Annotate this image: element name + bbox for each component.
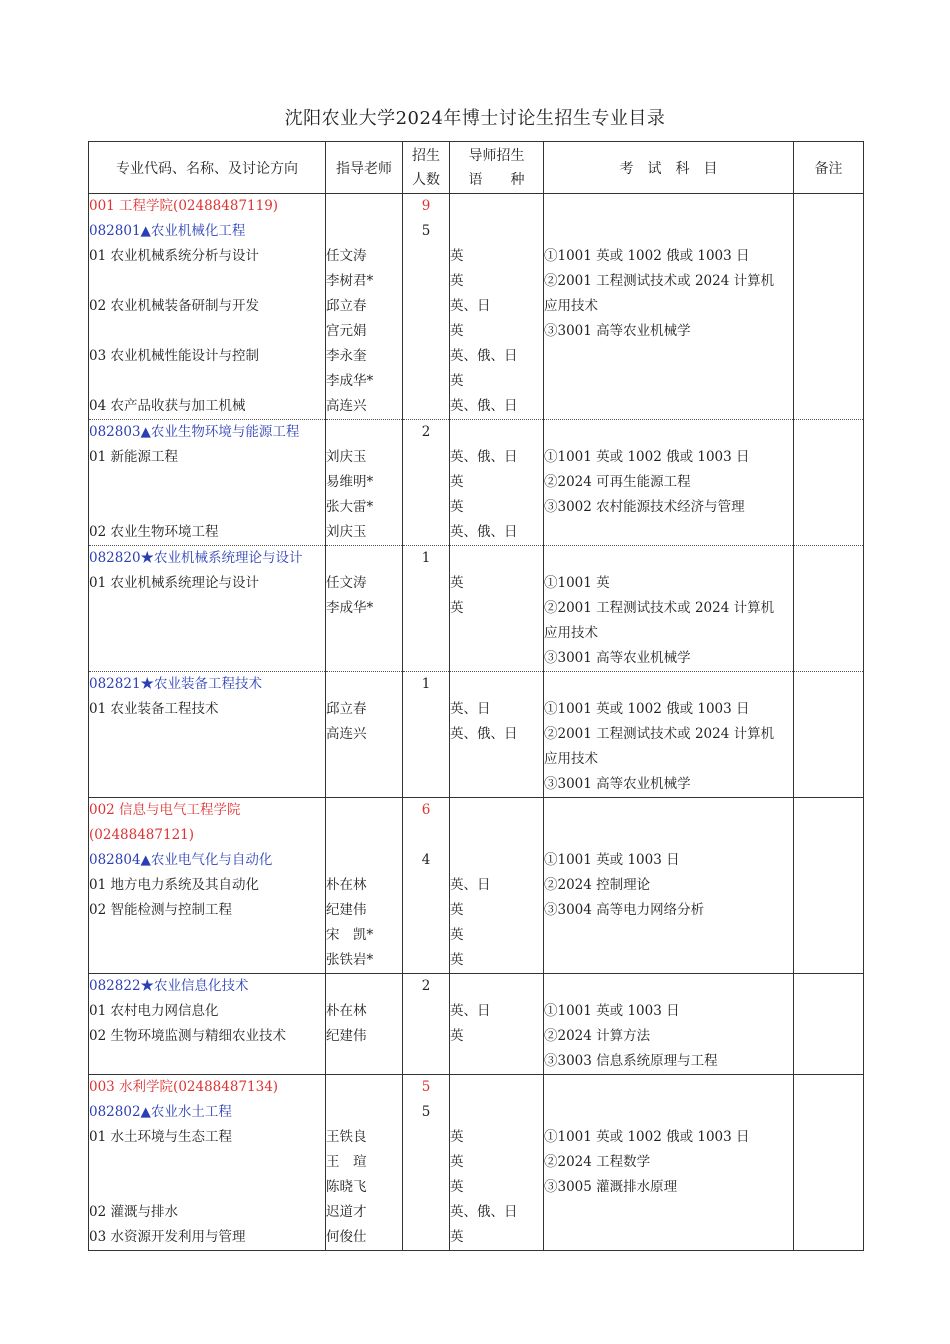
supervisor-cell bbox=[326, 420, 403, 546]
major-line bbox=[89, 369, 325, 394]
major-line bbox=[89, 596, 325, 621]
enrollment-cell bbox=[403, 798, 450, 974]
enrollment-count: 5 bbox=[421, 1104, 431, 1120]
enrollment-cell bbox=[403, 672, 450, 798]
supervisor-name: 宋 凯* bbox=[326, 927, 374, 943]
section-row bbox=[89, 798, 864, 974]
exam-subject bbox=[544, 420, 793, 445]
language-value: 英 bbox=[450, 1179, 464, 1195]
catalog-table bbox=[88, 141, 864, 1251]
language-value: 英 bbox=[450, 474, 464, 490]
language-value: 英、俄、日 bbox=[450, 1204, 518, 1220]
exam-subject bbox=[544, 672, 793, 697]
exam-subject: ②2024 工程数学 bbox=[544, 1154, 651, 1170]
enrollment-count: 6 bbox=[421, 802, 431, 818]
enrollment-count: 5 bbox=[421, 1079, 431, 1095]
major-line bbox=[89, 621, 325, 646]
section-row bbox=[89, 420, 864, 546]
major-line: 02 生物环境监测与精细农业技术 bbox=[89, 1028, 286, 1044]
exam-subject: ②2001 工程测试技术或 2024 计算机 bbox=[544, 726, 775, 742]
major-line bbox=[89, 1150, 325, 1175]
language-value: 英 bbox=[450, 1129, 464, 1145]
supervisor-name: 李成华* bbox=[326, 600, 374, 616]
language-value bbox=[450, 546, 543, 571]
remarks-cell bbox=[794, 546, 864, 672]
major-line bbox=[89, 722, 325, 747]
language-value bbox=[450, 798, 543, 823]
language-cell bbox=[450, 798, 544, 974]
language-value: 英 bbox=[450, 927, 464, 943]
language-value: 英、日 bbox=[450, 1003, 491, 1019]
exam-subject: ③3002 农村能源技术经济与管理 bbox=[544, 499, 745, 515]
exam-subject: ③3005 灌溉排水原理 bbox=[544, 1179, 678, 1195]
exam-cell bbox=[544, 672, 794, 798]
major-cell bbox=[89, 798, 326, 974]
major-line: 03 水资源开发利用与管理 bbox=[89, 1229, 246, 1245]
major-cell bbox=[89, 420, 326, 546]
major-line: 02 农业机械装备研制与开发 bbox=[89, 298, 259, 314]
exam-subject bbox=[544, 1100, 793, 1125]
exam-cell bbox=[544, 546, 794, 672]
header-supervisor: 指导老师 bbox=[326, 142, 403, 194]
major-line: 04 农产品收获与加工机械 bbox=[89, 398, 246, 414]
major-line: 01 水土环境与生态工程 bbox=[89, 1129, 232, 1145]
exam-cell bbox=[544, 974, 794, 1075]
language-value bbox=[450, 672, 543, 697]
enrollment-count bbox=[403, 823, 449, 848]
exam-cell bbox=[544, 798, 794, 974]
language-value: 英、俄、日 bbox=[450, 449, 518, 465]
language-value: 英、俄、日 bbox=[450, 524, 518, 540]
major-line: 01 农业机械系统理论与设计 bbox=[89, 575, 259, 591]
supervisor-cell bbox=[326, 672, 403, 798]
major-cell bbox=[89, 672, 326, 798]
exam-subject bbox=[544, 219, 793, 244]
section-row bbox=[89, 974, 864, 1075]
section-row bbox=[89, 1075, 864, 1251]
supervisor-name bbox=[326, 848, 402, 873]
language-value: 英、日 bbox=[450, 877, 491, 893]
language-value: 英、俄、日 bbox=[450, 398, 518, 414]
supervisor-name: 李树君* bbox=[326, 273, 374, 289]
supervisor-name bbox=[326, 546, 402, 571]
enrollment-cell bbox=[403, 1075, 450, 1251]
header-exam-subjects: 考 试 科 目 bbox=[544, 142, 794, 194]
exam-subject bbox=[544, 798, 793, 823]
catalog-body bbox=[89, 194, 864, 1251]
major-cell bbox=[89, 974, 326, 1075]
supervisor-name: 张铁岩* bbox=[326, 952, 374, 968]
language-value: 英、俄、日 bbox=[450, 726, 518, 742]
major-line: 02 智能检测与控制工程 bbox=[89, 902, 232, 918]
exam-subject bbox=[544, 823, 793, 848]
enrollment-cell bbox=[403, 420, 450, 546]
exam-subject: ③3001 高等农业机械学 bbox=[544, 776, 691, 792]
language-value bbox=[450, 219, 543, 244]
major-line: 082804▲农业电气化与自动化 bbox=[89, 852, 273, 868]
language-cell bbox=[450, 1075, 544, 1251]
supervisor-name: 纪建伟 bbox=[326, 1028, 367, 1044]
major-cell bbox=[89, 1075, 326, 1251]
header-language-line1: 导师招生 bbox=[468, 147, 525, 164]
section-row bbox=[89, 546, 864, 672]
exam-subject bbox=[544, 546, 793, 571]
language-value: 英 bbox=[450, 1028, 464, 1044]
language-value bbox=[450, 420, 543, 445]
major-line bbox=[89, 495, 325, 520]
supervisor-name bbox=[326, 194, 402, 219]
major-line: 03 农业机械性能设计与控制 bbox=[89, 348, 259, 364]
exam-subject: 应用技术 bbox=[544, 751, 598, 767]
major-line bbox=[89, 772, 325, 797]
exam-subject: ②2024 计算方法 bbox=[544, 1028, 651, 1044]
major-line bbox=[89, 646, 325, 671]
supervisor-name: 宫元娟 bbox=[326, 323, 367, 339]
language-cell bbox=[450, 974, 544, 1075]
exam-subject bbox=[544, 974, 793, 999]
section-row bbox=[89, 672, 864, 798]
remarks-cell bbox=[794, 420, 864, 546]
supervisor-name: 张大雷* bbox=[326, 499, 374, 515]
language-value: 英 bbox=[450, 1229, 464, 1245]
major-cell bbox=[89, 194, 326, 420]
header-enrollment-line1: 招生 bbox=[412, 147, 440, 164]
major-line: 01 农业装备工程技术 bbox=[89, 701, 219, 717]
major-line: 082803▲农业生物环境与能源工程 bbox=[89, 424, 300, 440]
enrollment-count: 4 bbox=[421, 852, 431, 868]
supervisor-name: 任文涛 bbox=[326, 575, 367, 591]
header-remarks: 备注 bbox=[794, 142, 864, 194]
exam-subject: ①1001 英 bbox=[544, 575, 610, 591]
header-language-line2: 语 种 bbox=[468, 171, 525, 188]
exam-subject: ①1001 英或 1002 俄或 1003 日 bbox=[544, 248, 750, 264]
page-title: 沈阳农业大学2024年博士讨论生招生专业目录 bbox=[284, 108, 666, 129]
major-line: 01 地方电力系统及其自动化 bbox=[89, 877, 259, 893]
language-value bbox=[450, 823, 543, 848]
exam-subject: ①1001 英或 1002 俄或 1003 日 bbox=[544, 449, 750, 465]
exam-subject: ②2024 控制理论 bbox=[544, 877, 651, 893]
major-line: 001 工程学院(02488487119) bbox=[89, 198, 279, 214]
exam-cell bbox=[544, 420, 794, 546]
supervisor-name: 王 瑄 bbox=[326, 1154, 367, 1170]
major-line: (02488487121) bbox=[89, 827, 195, 843]
enrollment-cell bbox=[403, 974, 450, 1075]
major-line bbox=[89, 269, 325, 294]
language-value bbox=[450, 848, 543, 873]
language-value: 英 bbox=[450, 499, 464, 515]
supervisor-name: 陈晓飞 bbox=[326, 1179, 367, 1195]
major-line: 082801▲农业机械化工程 bbox=[89, 223, 246, 239]
major-line: 02 农业生物环境工程 bbox=[89, 524, 219, 540]
exam-cell bbox=[544, 1075, 794, 1251]
major-line bbox=[89, 470, 325, 495]
language-value: 英 bbox=[450, 323, 464, 339]
major-line: 01 新能源工程 bbox=[89, 449, 178, 465]
language-value: 英 bbox=[450, 575, 464, 591]
supervisor-cell bbox=[326, 1075, 403, 1251]
supervisor-name: 朴在林 bbox=[326, 877, 367, 893]
remarks-cell bbox=[794, 974, 864, 1075]
header-enrollment-line2: 人数 bbox=[412, 171, 440, 188]
major-line bbox=[89, 948, 325, 973]
remarks-cell bbox=[794, 672, 864, 798]
enrollment-count: 1 bbox=[421, 676, 431, 692]
major-line: 01 农业机械系统分析与设计 bbox=[89, 248, 259, 264]
supervisor-name: 邱立春 bbox=[326, 701, 367, 717]
exam-subject: ①1001 英或 1002 俄或 1003 日 bbox=[544, 701, 750, 717]
major-line: 01 农村电力网信息化 bbox=[89, 1003, 219, 1019]
supervisor-name bbox=[326, 823, 402, 848]
exam-cell bbox=[544, 194, 794, 420]
header-enrollment bbox=[403, 142, 450, 194]
major-line: 082820★农业机械系统理论与设计 bbox=[89, 550, 303, 566]
supervisor-name bbox=[326, 672, 402, 697]
language-value: 英、俄、日 bbox=[450, 348, 518, 364]
language-value bbox=[450, 974, 543, 999]
enrollment-count: 1 bbox=[421, 550, 431, 566]
major-line: 02 灌溉与排水 bbox=[89, 1204, 178, 1220]
supervisor-cell bbox=[326, 798, 403, 974]
exam-subject: ③3001 高等农业机械学 bbox=[544, 650, 691, 666]
language-cell bbox=[450, 194, 544, 420]
supervisor-name bbox=[326, 1075, 402, 1100]
language-value: 英 bbox=[450, 248, 464, 264]
supervisor-name: 李永奎 bbox=[326, 348, 367, 364]
header-row bbox=[89, 142, 864, 194]
language-cell bbox=[450, 546, 544, 672]
major-line bbox=[89, 1175, 325, 1200]
language-value: 英 bbox=[450, 902, 464, 918]
language-value: 英、日 bbox=[450, 701, 491, 717]
exam-subject: ③3001 高等农业机械学 bbox=[544, 323, 691, 339]
supervisor-name: 朴在林 bbox=[326, 1003, 367, 1019]
language-value: 英 bbox=[450, 952, 464, 968]
language-value: 英、日 bbox=[450, 298, 491, 314]
supervisor-name: 何俊仕 bbox=[326, 1229, 367, 1245]
exam-subject: ③3003 信息系统原理与工程 bbox=[544, 1053, 718, 1069]
supervisor-cell bbox=[326, 194, 403, 420]
supervisor-name bbox=[326, 420, 402, 445]
language-value: 英 bbox=[450, 1154, 464, 1170]
supervisor-name bbox=[326, 219, 402, 244]
exam-subject bbox=[544, 1075, 793, 1100]
supervisor-cell bbox=[326, 974, 403, 1075]
major-line bbox=[89, 747, 325, 772]
supervisor-name: 刘庆玉 bbox=[326, 524, 367, 540]
major-line: 082822★农业信息化技术 bbox=[89, 978, 249, 994]
supervisor-name: 纪建伟 bbox=[326, 902, 367, 918]
exam-subject: ①1001 英或 1003 日 bbox=[544, 852, 680, 868]
major-cell bbox=[89, 546, 326, 672]
remarks-cell bbox=[794, 1075, 864, 1251]
enrollment-count: 2 bbox=[421, 978, 431, 994]
enrollment-count: 5 bbox=[421, 223, 431, 239]
enrollment-count: 2 bbox=[421, 424, 431, 440]
enrollment-cell bbox=[403, 546, 450, 672]
exam-subject: 应用技术 bbox=[544, 625, 598, 641]
supervisor-name: 邱立春 bbox=[326, 298, 367, 314]
exam-subject bbox=[544, 194, 793, 219]
supervisor-name: 高连兴 bbox=[326, 726, 367, 742]
supervisor-name: 任文涛 bbox=[326, 248, 367, 264]
major-line bbox=[89, 923, 325, 948]
supervisor-name: 李成华* bbox=[326, 373, 374, 389]
exam-subject: 应用技术 bbox=[544, 298, 598, 314]
supervisor-name: 王铁良 bbox=[326, 1129, 367, 1145]
language-value: 英 bbox=[450, 273, 464, 289]
exam-subject: ①1001 英或 1002 俄或 1003 日 bbox=[544, 1129, 750, 1145]
enrollment-count: 9 bbox=[421, 198, 431, 214]
header-language bbox=[450, 142, 544, 194]
supervisor-name bbox=[326, 974, 402, 999]
exam-subject: ③3004 高等电力网络分析 bbox=[544, 902, 705, 918]
major-line: 082802▲农业水土工程 bbox=[89, 1104, 232, 1120]
major-line: 082821★农业装备工程技术 bbox=[89, 676, 263, 692]
section-row bbox=[89, 194, 864, 420]
language-value bbox=[450, 1100, 543, 1125]
enrollment-cell bbox=[403, 194, 450, 420]
major-line bbox=[89, 1049, 325, 1074]
major-line: 003 水利学院(02488487134) bbox=[89, 1079, 279, 1095]
language-value bbox=[450, 1075, 543, 1100]
language-value: 英 bbox=[450, 373, 464, 389]
supervisor-name: 迟道才 bbox=[326, 1204, 367, 1220]
major-line: 002 信息与电气工程学院 bbox=[89, 802, 241, 818]
exam-subject: ②2024 可再生能源工程 bbox=[544, 474, 691, 490]
header-major: 专业代码、名称、及讨论方向 bbox=[89, 142, 326, 194]
supervisor-name bbox=[326, 798, 402, 823]
remarks-cell bbox=[794, 194, 864, 420]
supervisor-name: 高连兴 bbox=[326, 398, 367, 414]
language-cell bbox=[450, 672, 544, 798]
supervisor-name: 易维明* bbox=[326, 474, 374, 490]
language-cell bbox=[450, 420, 544, 546]
supervisor-name bbox=[326, 1100, 402, 1125]
remarks-cell bbox=[794, 798, 864, 974]
supervisor-cell bbox=[326, 546, 403, 672]
exam-subject: ②2001 工程测试技术或 2024 计算机 bbox=[544, 600, 775, 616]
major-line bbox=[89, 319, 325, 344]
language-value bbox=[450, 194, 543, 219]
exam-subject: ②2001 工程测试技术或 2024 计算机 bbox=[544, 273, 775, 289]
supervisor-name: 刘庆玉 bbox=[326, 449, 367, 465]
language-value: 英 bbox=[450, 600, 464, 616]
exam-subject: ①1001 英或 1003 日 bbox=[544, 1003, 680, 1019]
